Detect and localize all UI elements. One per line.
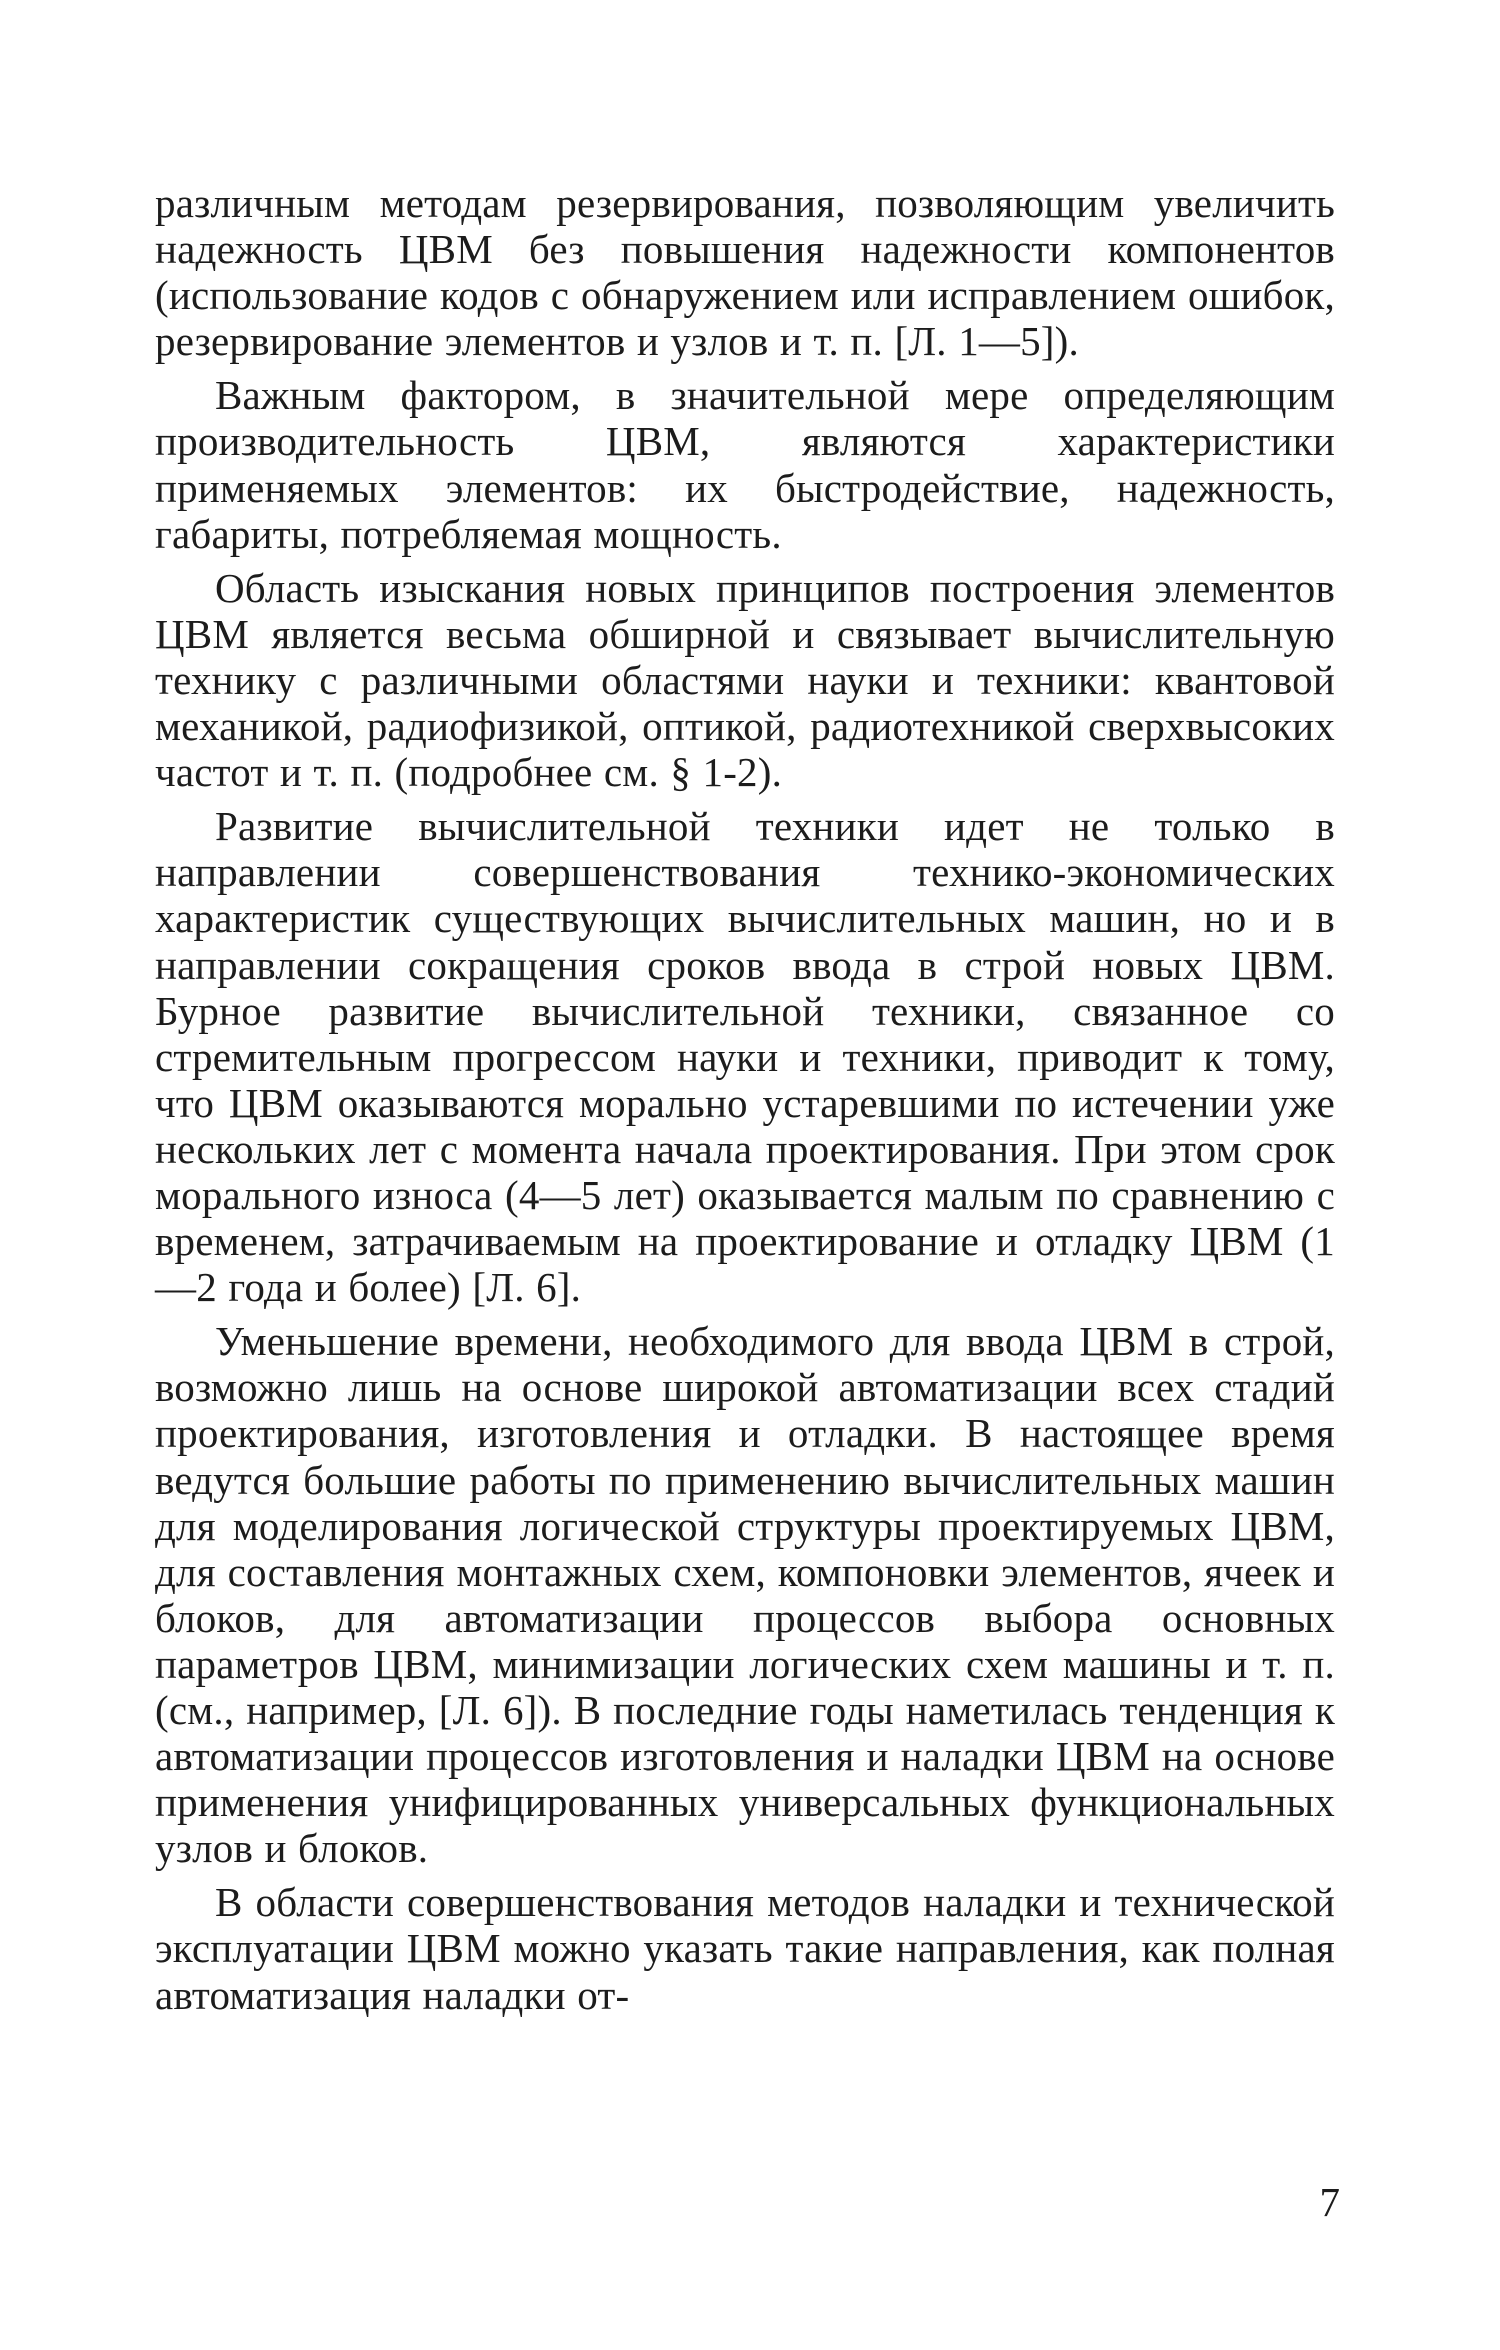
paragraph-1: различным методам резервирования, позволяющим увеличить надежность ЦВМ без повышения надежности компонентов (использование кодов с обнаружением или исправлением ошибок, резервирование элементов и узлов и т. п. [Л. 1—5]).: [155, 180, 1335, 365]
paragraph-2: Важным фактором, в значительной мере определяющим производительность ЦВМ, являются характеристики применяемых элементов: их быстродействие, надежность, габариты, потребляемая мощность.: [155, 372, 1335, 557]
page-number: 7: [1319, 2179, 1340, 2225]
paragraph-3: Область изыскания новых принципов построения элементов ЦВМ является весьма обширной и связывает вычислительную технику с различными областями науки и техники: квантовой механикой, радиофизикой, оптикой, радиотехникой сверхвысоких частот и т. п. (подробнее см. § 1-2).: [155, 564, 1335, 796]
body-text: [155, 180, 1335, 2026]
paragraph-4: Развитие вычислительной техники идет не только в направлении совершенствования технико-экономических характеристик существующих вычислительных машин, но и в направлении сокращения сроков ввода в строй новых ЦВМ. Бурное развитие вычислительной техники, связанное со стремительным прогрессом науки и техники, приводит к тому, что ЦВМ оказываются морально устаревшими по истечении уже нескольких лет с момента начала проектирования. При этом срок морального износа (4—5 лет) оказывается малым по сравнению с временем, затрачиваемым на проектирование и отладку ЦВМ (1—2 года и более) [Л. 6].: [155, 803, 1335, 1311]
paragraph-6: В области совершенствования методов наладки и технической эксплуатации ЦВМ можно указать такие направления, как полная автоматизация наладки от-: [155, 1879, 1335, 2018]
paragraph-5: Уменьшение времени, необходимого для ввода ЦВМ в строй, возможно лишь на основе широкой автоматизации всех стадий проектирования, изготовления и отладки. В настоящее время ведутся большие работы по применению вычислительных машин для моделирования логической структуры проектируемых ЦВМ, для составления монтажных схем, компоновки элементов, ячеек и блоков, для автоматизации процессов выбора основных параметров ЦВМ, минимизации логических схем машины и т. п. (см., например, [Л. 6]). В последние годы наметилась тенденция к автоматизации процессов изготовления и наладки ЦВМ на основе применения унифицированных универсальных функциональных узлов и блоков.: [155, 1318, 1335, 1872]
